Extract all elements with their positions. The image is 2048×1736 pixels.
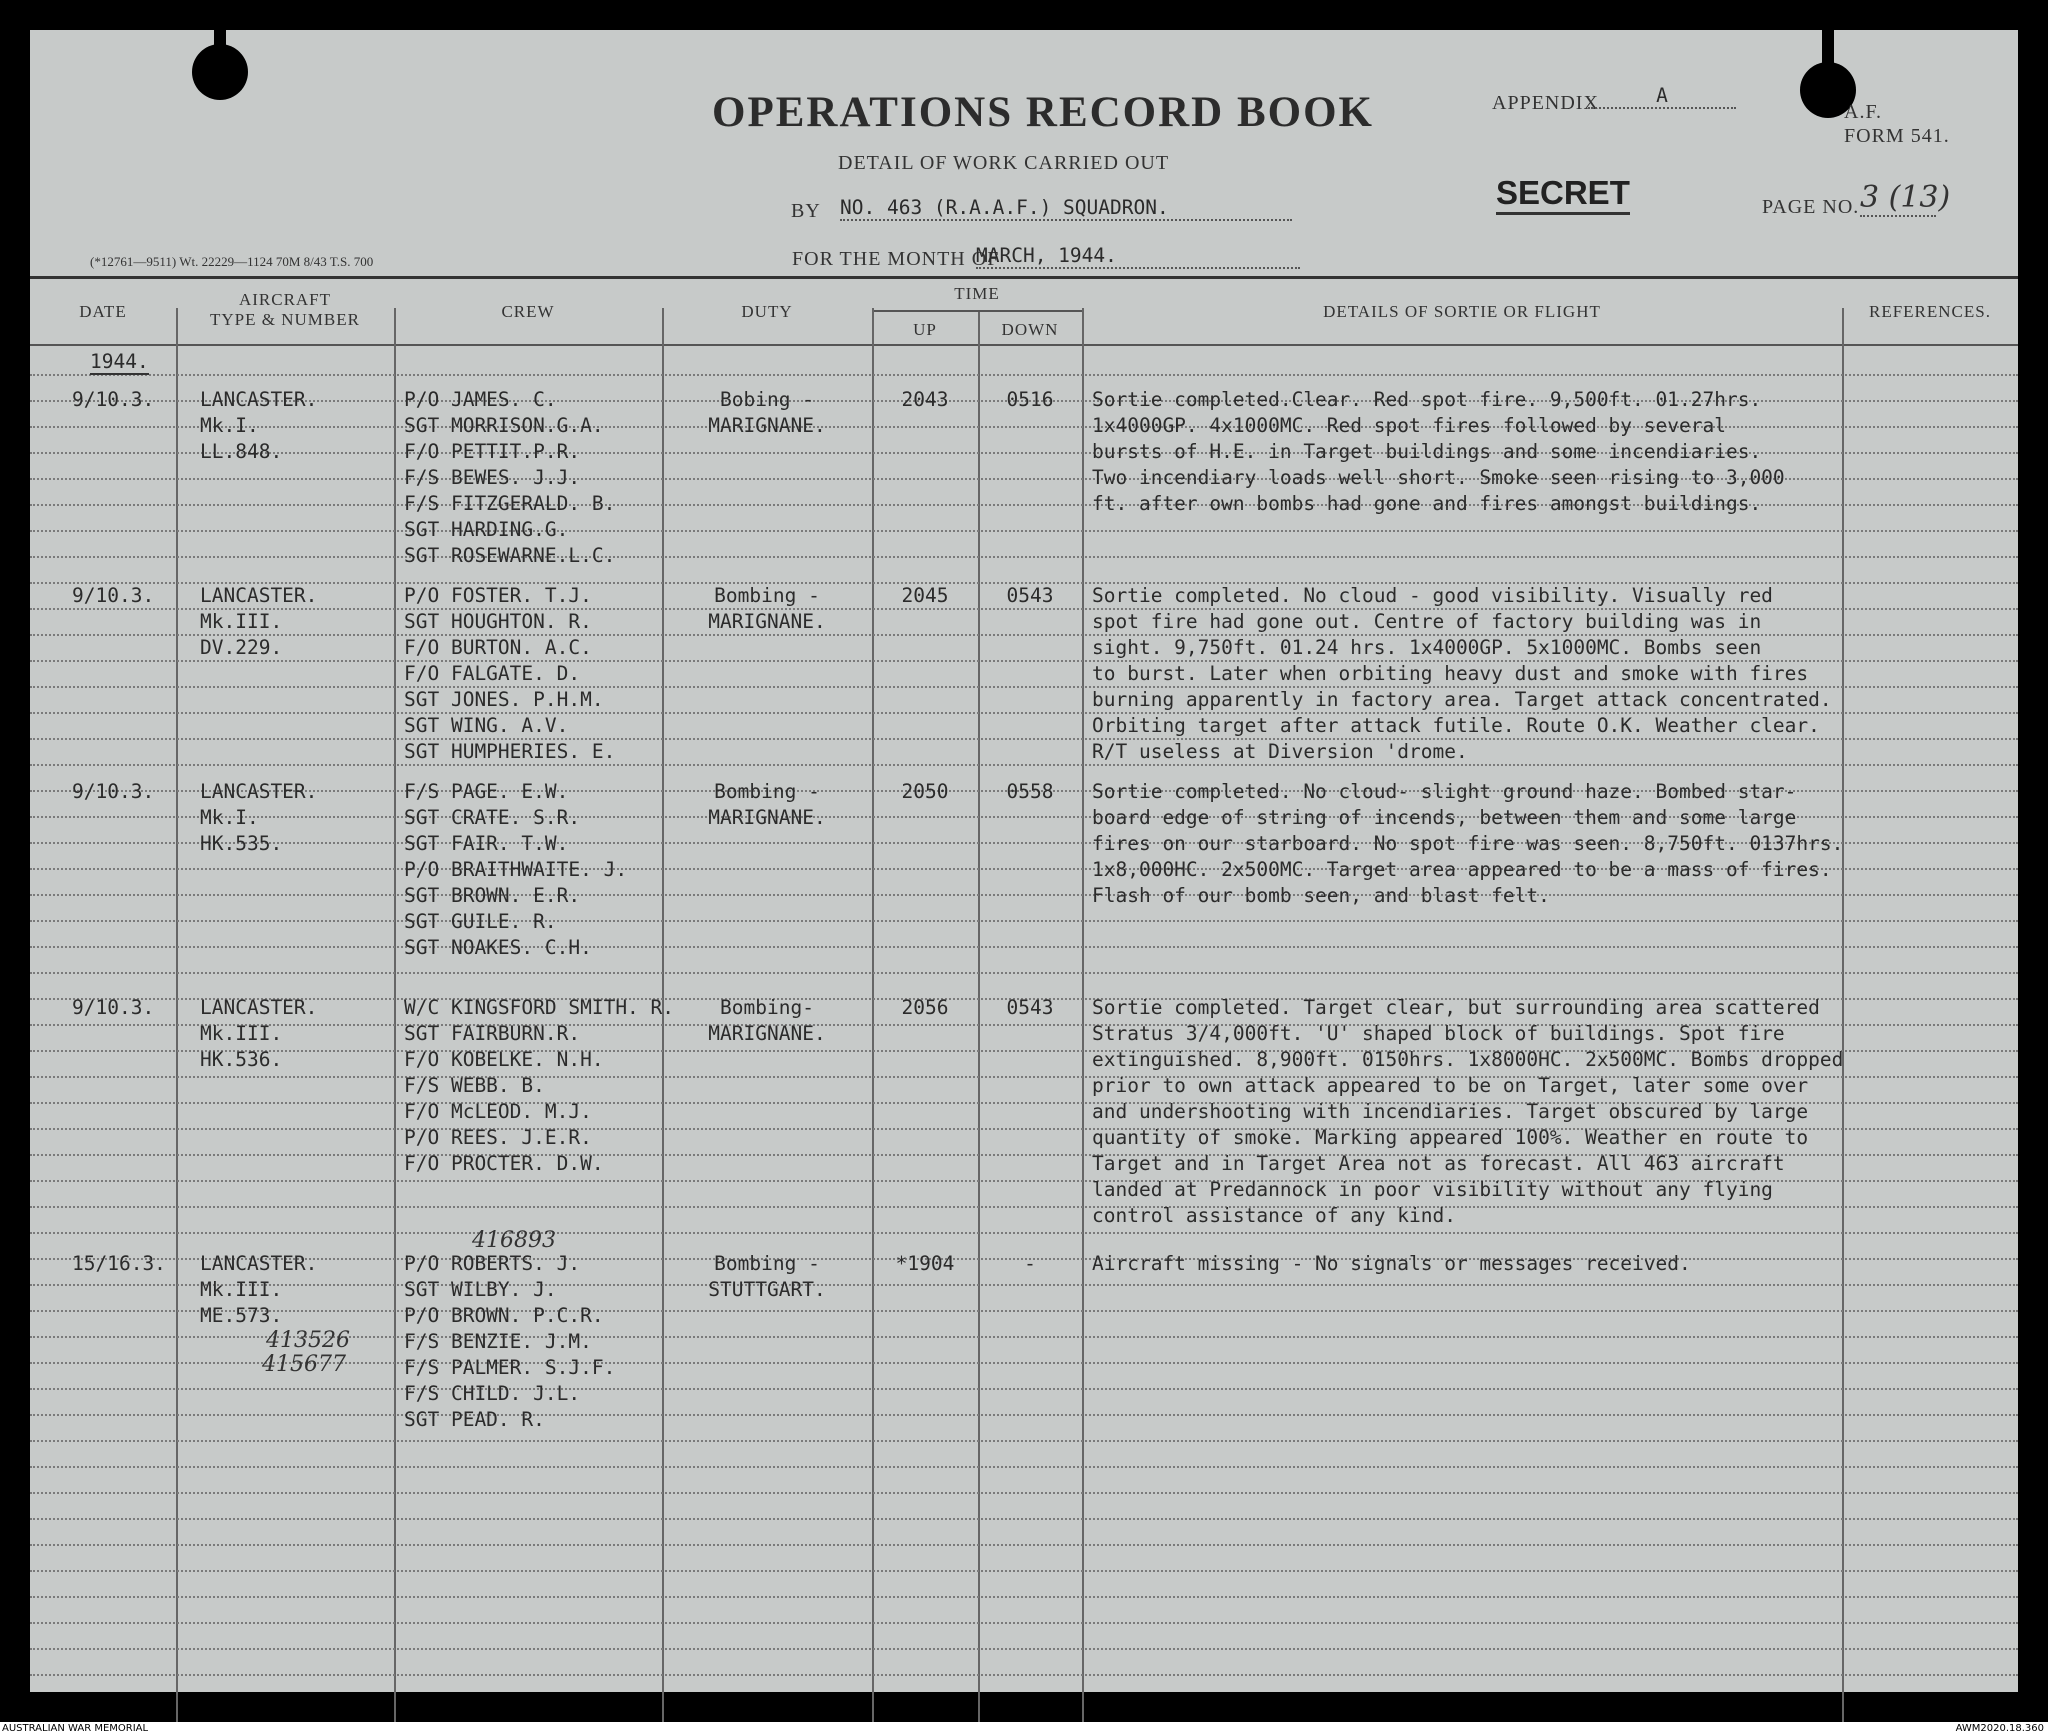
ruled-line bbox=[30, 1388, 2018, 1390]
ruled-line bbox=[30, 1232, 2018, 1234]
col-divider bbox=[1842, 308, 1844, 1722]
crew-member: F/O FALGATE. D. bbox=[404, 662, 581, 685]
crew-member: F/S CHILD. J.L. bbox=[404, 1382, 581, 1405]
crew-member: F/O PETTIT.P.R. bbox=[404, 440, 581, 463]
sortie-detail-line: Target and in Target Area not as forecast. All 463 aircraft bbox=[1092, 1152, 1785, 1175]
archive-name: AUSTRALIAN WAR MEMORIAL bbox=[2, 1723, 149, 1734]
time-up: *1904 bbox=[895, 1252, 955, 1275]
ruled-line bbox=[30, 1310, 2018, 1312]
duty-line: Bombing - bbox=[714, 1252, 820, 1275]
time-divider bbox=[872, 310, 1082, 312]
crew-member: W/C KINGSFORD SMITH. R. bbox=[404, 996, 675, 1019]
raf-label: A.F. bbox=[1844, 101, 1882, 123]
sortie-detail-line: 1x8,000HC. 2x500MC. Target area appeared to be a mass of fires. bbox=[1092, 858, 1832, 881]
ruled-line bbox=[30, 1414, 2018, 1416]
ruled-line bbox=[30, 1596, 2018, 1598]
month-value: MARCH, 1944. bbox=[976, 244, 1300, 269]
print-reference: (*12761—9511) Wt. 22229—1124 70M 8/43 T.S. 700 bbox=[90, 254, 374, 269]
aircraft-line: LANCASTER. bbox=[200, 996, 318, 1019]
handwritten-service-number: 413526 bbox=[266, 1328, 350, 1353]
record-sheet bbox=[30, 30, 2018, 1692]
crew-member: F/O PROCTER. D.W. bbox=[404, 1152, 604, 1175]
archive-reference: AWM2020.18.360 bbox=[1955, 1723, 2044, 1734]
handwritten-service-number: 415677 bbox=[262, 1352, 346, 1377]
time-down: 0516 bbox=[1006, 388, 1054, 411]
crew-member: SGT PEAD. R. bbox=[404, 1408, 545, 1431]
sortie-detail-line: Sortie completed. No cloud - good visibility. Visually red bbox=[1092, 584, 1773, 607]
crew-member: F/S BEWES. J.J. bbox=[404, 466, 581, 489]
header-aircraft-line: TYPE & NUMBER bbox=[210, 310, 360, 329]
duty-line: MARIGNANE. bbox=[708, 806, 826, 829]
appendix-value: A bbox=[1588, 84, 1736, 109]
crew-member: F/O BURTON. A.C. bbox=[404, 636, 592, 659]
time-down: 0558 bbox=[1006, 780, 1054, 803]
sortie-detail-line: Two incendiary loads well short. Smoke seen rising to 3,000 bbox=[1092, 466, 1785, 489]
sortie-detail-line: bursts of H.E. in Target buildings and some incendiaries. bbox=[1092, 440, 1762, 463]
ruled-line bbox=[30, 1206, 2018, 1208]
ruled-line bbox=[30, 1284, 2018, 1286]
header-aircraft-line: AIRCRAFT bbox=[238, 290, 332, 309]
secret-stamp: SECRET bbox=[1496, 174, 1630, 215]
duty-line: Bobing - bbox=[720, 388, 814, 411]
ruled-line bbox=[30, 1570, 2018, 1572]
archive-footer bbox=[0, 1722, 2048, 1736]
header-time-down: DOWN bbox=[1001, 320, 1059, 339]
aircraft-line: LANCASTER. bbox=[200, 388, 318, 411]
ruled-line bbox=[30, 972, 2018, 974]
header-duty: DUTY bbox=[741, 302, 793, 321]
form-subtitle: DETAIL OF WORK CARRIED OUT bbox=[838, 152, 1170, 174]
header-aircraft bbox=[176, 290, 394, 330]
duty-line: Bombing - bbox=[714, 780, 820, 803]
sortie-detail-line: Orbiting target after attack futile. Route O.K. Weather clear. bbox=[1092, 714, 1820, 737]
crew-member: F/O KOBELKE. N.H. bbox=[404, 1048, 604, 1071]
crew-member: P/O ROBERTS. J. bbox=[404, 1252, 581, 1275]
sortie-detail-line: Sortie completed. Target clear, but surrounding area scattered bbox=[1092, 996, 1820, 1019]
aircraft-line: ME.573. bbox=[200, 1304, 283, 1327]
time-down: - bbox=[1024, 1252, 1036, 1275]
aircraft-line: HK.535. bbox=[200, 832, 283, 855]
punch-hole-left-slot bbox=[214, 20, 226, 64]
month-label: FOR THE MONTH OF bbox=[792, 248, 1000, 270]
aircraft-line: Mk.III. bbox=[200, 610, 283, 633]
aircraft-line: DV.229. bbox=[200, 636, 283, 659]
crew-member: SGT CRATE. S.R. bbox=[404, 806, 581, 829]
crew-member: P/O REES. J.E.R. bbox=[404, 1126, 592, 1149]
duty-line: MARIGNANE. bbox=[708, 414, 826, 437]
form-label: FORM 541. bbox=[1844, 125, 1950, 147]
entry-date: 9/10.3. bbox=[72, 584, 155, 607]
sortie-detail-line: R/T useless at Diversion 'drome. bbox=[1092, 740, 1468, 763]
sortie-detail-line: prior to own attack appeared to be on Target, later some over bbox=[1092, 1074, 1809, 1097]
sortie-detail-line: to burst. Later when orbiting heavy dust and smoke with fires bbox=[1092, 662, 1809, 685]
aircraft-line: Mk.III. bbox=[200, 1022, 283, 1045]
crew-member: SGT GUILE. R. bbox=[404, 910, 557, 933]
header-time: TIME bbox=[954, 284, 1000, 303]
time-down: 0543 bbox=[1006, 584, 1054, 607]
crew-member: F/O McLEOD. M.J. bbox=[404, 1100, 592, 1123]
time-up: 2056 bbox=[901, 996, 949, 1019]
time-up: 2050 bbox=[901, 780, 949, 803]
header-bottom-rule bbox=[30, 344, 2018, 346]
squadron-value: NO. 463 (R.A.A.F.) SQUADRON. bbox=[840, 196, 1292, 221]
aircraft-line: Mk.I. bbox=[200, 414, 259, 437]
page-no-label: PAGE NO. bbox=[1762, 196, 1860, 218]
time-up: 2045 bbox=[901, 584, 949, 607]
year-label: 1944. bbox=[90, 350, 149, 373]
crew-member: P/O FOSTER. T.J. bbox=[404, 584, 592, 607]
header-references: REFERENCES. bbox=[1869, 302, 1991, 321]
crew-member: P/O JAMES. C. bbox=[404, 388, 557, 411]
crew-member: F/S BENZIE. J.M. bbox=[404, 1330, 592, 1353]
aircraft-line: LL.848. bbox=[200, 440, 283, 463]
ruled-line bbox=[30, 1622, 2018, 1624]
duty-line: MARIGNANE. bbox=[708, 1022, 826, 1045]
crew-member: SGT MORRISON.G.A. bbox=[404, 414, 604, 437]
sortie-detail-line: Sortie completed.Clear. Red spot fire. 9,500ft. 01.27hrs. bbox=[1092, 388, 1762, 411]
ruled-line bbox=[30, 1492, 2018, 1494]
duty-line: Bombing- bbox=[720, 996, 814, 1019]
ruled-line bbox=[30, 894, 2018, 896]
aircraft-line: Mk.I. bbox=[200, 806, 259, 829]
sortie-detail-line: sight. 9,750ft. 01.24 hrs. 1x4000GP. 5x1000MC. Bombs seen bbox=[1092, 636, 1762, 659]
entry-date: 9/10.3. bbox=[72, 388, 155, 411]
sortie-detail-line: fires on our starboard. No spot fire was seen. 8,750ft. 0137hrs. bbox=[1092, 832, 1844, 855]
ruled-line bbox=[30, 1544, 2018, 1546]
crew-member: SGT ROSEWARNE.L.C. bbox=[404, 544, 616, 567]
crew-member: SGT NOAKES. C.H. bbox=[404, 936, 592, 959]
crew-member: SGT HUMPHERIES. E. bbox=[404, 740, 616, 763]
ruled-line bbox=[30, 920, 2018, 922]
ruled-line bbox=[30, 530, 2018, 532]
crew-member: SGT HARDING.G. bbox=[404, 518, 569, 541]
form-number bbox=[1844, 100, 1950, 148]
time-down: 0543 bbox=[1006, 996, 1054, 1019]
header-details: DETAILS OF SORTIE OR FLIGHT bbox=[1323, 302, 1601, 321]
duty-line: MARIGNANE. bbox=[708, 610, 826, 633]
sortie-detail-line: 1x4000GP. 4x1000MC. Red spot fires followed by several bbox=[1092, 414, 1726, 437]
handwritten-service-number: 416893 bbox=[472, 1228, 556, 1253]
ruled-line bbox=[30, 556, 2018, 558]
time-up: 2043 bbox=[901, 388, 949, 411]
crew-member: F/S PALMER. S.J.F. bbox=[404, 1356, 616, 1379]
ruled-line bbox=[30, 1674, 2018, 1676]
header-date: DATE bbox=[79, 302, 127, 321]
sortie-detail-line: spot fire had gone out. Centre of factory building was in bbox=[1092, 610, 1762, 633]
entry-date: 9/10.3. bbox=[72, 996, 155, 1019]
crew-member: SGT WILBY. J. bbox=[404, 1278, 557, 1301]
duty-line: STUTTGART. bbox=[708, 1278, 826, 1301]
sortie-detail-line: quantity of smoke. Marking appeared 100%. Weather en route to bbox=[1092, 1126, 1809, 1149]
sortie-detail-line: extinguished. 8,900ft. 0150hrs. 1x8000HC. 2x500MC. Bombs dropped bbox=[1092, 1048, 1844, 1071]
sortie-detail-line: Stratus 3/4,000ft. 'U' shaped block of buildings. Spot fire bbox=[1092, 1022, 1785, 1045]
appendix-label: APPENDIX bbox=[1492, 92, 1599, 114]
ruled-line bbox=[30, 764, 2018, 766]
sortie-detail-line: Sortie completed. No cloud- slight ground haze. Bombed star- bbox=[1092, 780, 1797, 803]
crew-member: SGT BROWN. E.R. bbox=[404, 884, 581, 907]
sortie-detail-line: Aircraft missing - No signals or messages received. bbox=[1092, 1252, 1691, 1275]
sortie-detail-line: and undershooting with incendiaries. Target obscured by large bbox=[1092, 1100, 1809, 1123]
header-time-up: UP bbox=[913, 320, 937, 339]
header-crew: CREW bbox=[501, 302, 555, 321]
crew-member: F/S WEBB. B. bbox=[404, 1074, 545, 1097]
ruled-line bbox=[30, 1648, 2018, 1650]
sortie-detail-line: Flash of our bomb seen, and blast felt. bbox=[1092, 884, 1550, 907]
crew-member: SGT WING. A.V. bbox=[404, 714, 569, 737]
entry-date: 15/16.3. bbox=[72, 1252, 166, 1275]
crew-member: F/S FITZGERALD. B. bbox=[404, 492, 616, 515]
crew-member: P/O BROWN. P.C.R. bbox=[404, 1304, 604, 1327]
sortie-detail-line: board edge of string of incends, between them and some large bbox=[1092, 806, 1797, 829]
by-label: BY bbox=[791, 200, 821, 222]
crew-member: SGT FAIR. T.W. bbox=[404, 832, 569, 855]
aircraft-line: LANCASTER. bbox=[200, 584, 318, 607]
ruled-line bbox=[30, 1518, 2018, 1520]
ruled-line bbox=[30, 1440, 2018, 1442]
crew-member: SGT JONES. P.H.M. bbox=[404, 688, 604, 711]
page-title: OPERATIONS RECORD BOOK bbox=[712, 89, 1374, 136]
ruled-line bbox=[30, 946, 2018, 948]
col-divider bbox=[1082, 308, 1084, 1722]
sortie-detail-line: landed at Predannock in poor visibility without any flying bbox=[1092, 1178, 1773, 1201]
crew-member: P/O BRAITHWAITE. J. bbox=[404, 858, 628, 881]
col-divider bbox=[176, 308, 178, 1722]
aircraft-line: HK.536. bbox=[200, 1048, 283, 1071]
ruled-line bbox=[30, 738, 2018, 740]
crew-member: SGT FAIRBURN.R. bbox=[404, 1022, 581, 1045]
ruled-line bbox=[30, 374, 2018, 376]
sortie-detail-line: burning apparently in factory area. Target attack concentrated. bbox=[1092, 688, 1832, 711]
duty-line: Bombing - bbox=[714, 584, 820, 607]
punch-hole-right-slot bbox=[1822, 30, 1834, 74]
page-no-value: 3 (13) bbox=[1860, 180, 1951, 215]
sortie-detail-line: ft. after own bombs had gone and fires amongst buildings. bbox=[1092, 492, 1762, 515]
entry-date: 9/10.3. bbox=[72, 780, 155, 803]
col-divider bbox=[394, 308, 396, 1722]
aircraft-line: Mk.III. bbox=[200, 1278, 283, 1301]
aircraft-line: LANCASTER. bbox=[200, 780, 318, 803]
table-top-rule bbox=[30, 276, 2018, 279]
crew-member: F/S PAGE. E.W. bbox=[404, 780, 569, 803]
sortie-detail-line: control assistance of any kind. bbox=[1092, 1204, 1456, 1227]
crew-member: SGT HOUGHTON. R. bbox=[404, 610, 592, 633]
aircraft-line: LANCASTER. bbox=[200, 1252, 318, 1275]
ruled-line bbox=[30, 1466, 2018, 1468]
